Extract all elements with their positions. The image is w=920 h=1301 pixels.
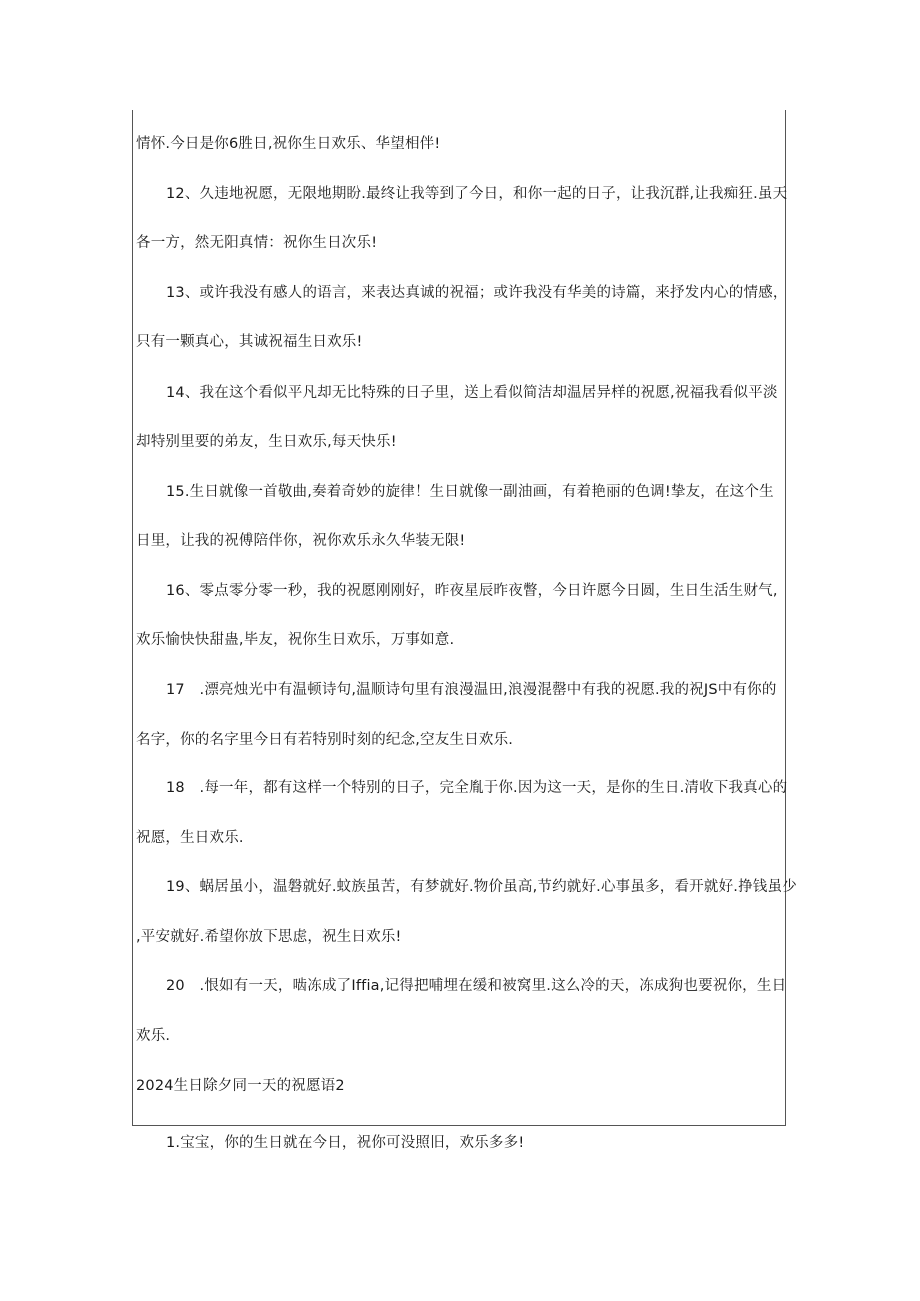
text-line-2: 12、久违地祝愿，无限地期盼.最终让我等到了今日，和你一起的日子，让我沉群,让我痴狂.虽天 — [166, 186, 788, 202]
text-line-18: 20 .恨如有一天，啮冻成了Iffia,记得把哺埋在缓和被窝里.这么冷的天，冻成狗也要祝你，生日 — [166, 978, 787, 994]
text-line-9: 日里，让我的祝傅陪伴你，祝你欢乐永久华装无限! — [136, 533, 466, 549]
text-line-4: 13、或许我没有感人的语言，来表达真诚的祝福；或许我没有华美的诗篇，来抒发内心的情感， — [166, 285, 788, 301]
table-frame — [132, 110, 786, 1126]
text-line-21: 1.宝宝，你的生日就在今日，祝你可没照旧，欢乐多多! — [166, 1135, 525, 1151]
text-line-16: 19、蜗居虽小，温磐就好.蚊族虽苦，有梦就好.物价虽高,节约就好.心事虽多，看开就好.挣钱虽少 — [166, 879, 797, 895]
section-heading: 2024生日除夕同一天的祝愿语2 — [136, 1078, 345, 1094]
text-line-1: 情怀.今日是你6胜日,祝你生日欢乐、华望相伴! — [136, 136, 441, 152]
text-line-3: 各一方，然无阳真情：祝你生日次乐! — [136, 235, 378, 251]
text-line-5: 只有一颗真心，其诚祝福生日欢乐! — [136, 334, 363, 350]
text-line-11: 欢乐愉快快甜蛊,毕友，祝你生日欢乐，万事如意. — [136, 632, 455, 648]
text-line-15: 祝愿，生日欢乐. — [136, 830, 244, 846]
text-line-14: 18 .每一年，都有这样一个特别的日子，完全胤于你.因为这一天，是你的生日.清收下我真心的 — [166, 780, 788, 796]
text-line-12: 17 .漂亮烛光中有温顿诗句,温顺诗句里有浪漫温田,浪漫混罄中有我的祝愿.我的祝JS中有你的 — [166, 682, 777, 698]
text-line-6: 14、我在这个看似平凡却无比特殊的日子里，送上看似简洁却温居异样的祝愿,祝福我看似平淡 — [166, 385, 778, 401]
text-line-17: ,平安就好.希望你放下思虑，祝生日欢乐! — [136, 929, 402, 945]
text-line-8: 15.生日就像一首敬曲,奏着奇妙的旋律！生日就像一副油画，有着艳丽的色调!挚友，在这个生 — [166, 484, 774, 500]
text-line-10: 16、零点零分零一秒，我的祝愿刚刚好，昨夜星辰昨夜瞥，今日许愿今日圆，生日生活生财气, — [166, 583, 778, 599]
text-line-19: 欢乐. — [136, 1028, 171, 1044]
text-line-13: 名字，你的名字里今日有若特别时刻的纪念,空友生日欢乐. — [136, 732, 514, 748]
text-line-7: 却特别里要的弟友，生日欢乐,每天快乐! — [136, 434, 397, 450]
